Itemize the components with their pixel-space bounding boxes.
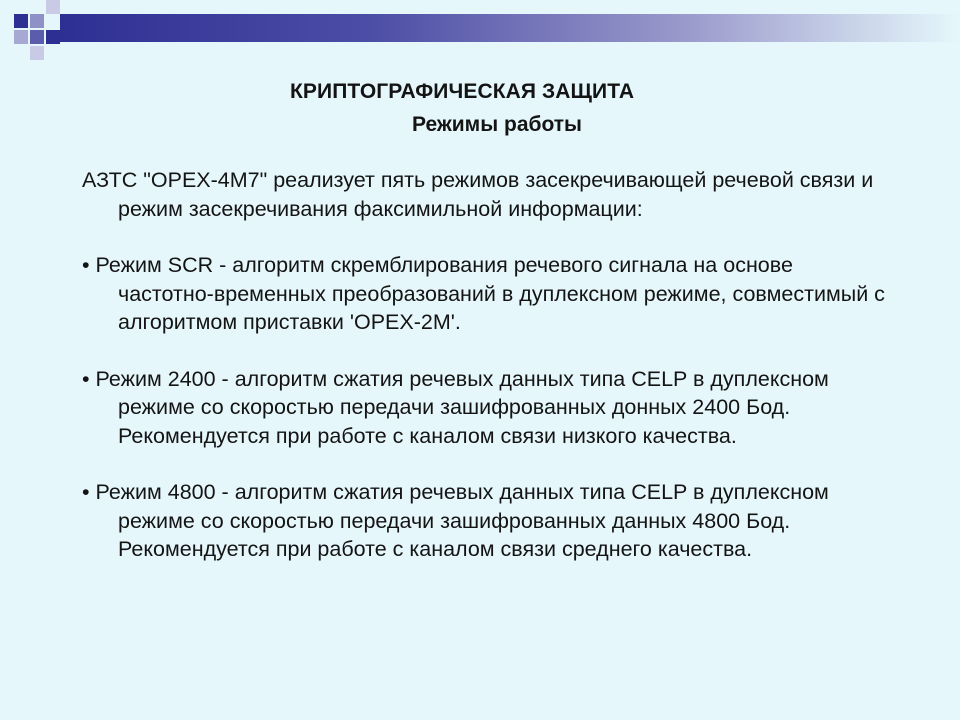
intro-paragraph: АЗТС "ОРЕХ-4М7" реализует пять режимов засекречивающей речевой связи и режим засекречивания факсимильной информации: [82,168,874,221]
slide-body [82,166,892,592]
decor-square [30,30,44,44]
slide-title: КРИПТОГРАФИЧЕСКАЯ ЗАЩИТА [290,80,635,103]
decor-square [14,14,28,28]
mode-4800-paragraph: • Режим 4800 - алгоритм сжатия речевых данных типа CELP в дуплексном режиме со скоростью передачи зашифрованных данных 4800 Бод. Рекомендуется при работе с каналом связи среднего качества. [82,480,829,561]
mode-2400-paragraph: • Режим 2400 - алгоритм сжатия речевых данных типа CELP в дуплексном режиме со скоростью передачи зашифрованных донных 2400 Бод. Рекомендуется при работе с каналом связи низкого качества. [82,366,829,448]
mode-scr-paragraph: • Режим SCR - алгоритм скремблирования речевого сигнала на основе частотно-временных преобразований в дуплексном режиме, совместимый с алгоритмом приставки 'ОРЕХ-2М'. [82,253,885,334]
decor-square [30,46,44,60]
decor-square [46,0,60,14]
header-gradient-bar [60,14,960,42]
decor-square [30,14,44,28]
decor-square [46,30,60,44]
decor-square [14,30,28,44]
slide-subtitle: Режимы работы [412,113,582,136]
